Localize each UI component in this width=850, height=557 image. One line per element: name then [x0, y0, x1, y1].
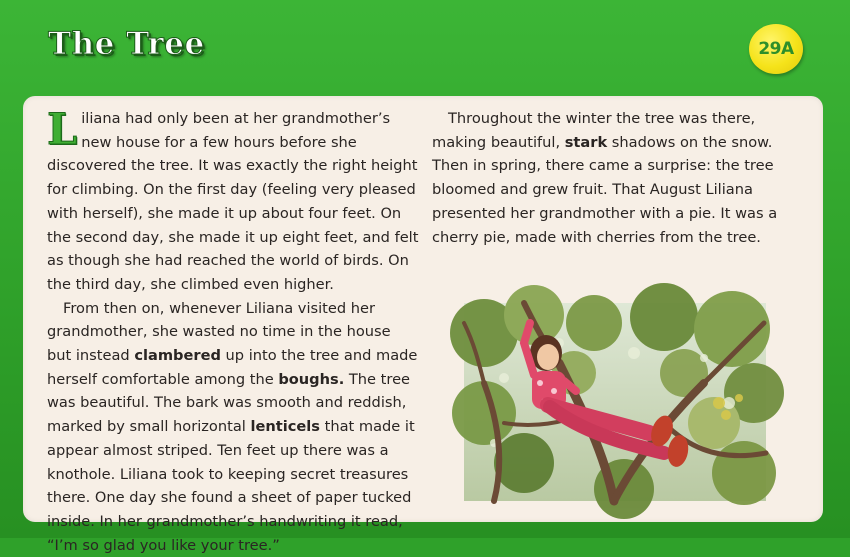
paragraph-2-text-c: The tree was beautiful. The bark was smooth and reddish, marked by small horizontal: [47, 370, 411, 436]
story-paragraph-3: [432, 107, 800, 249]
page-title: The Tree: [48, 26, 205, 62]
girl-in-tree-image: [464, 303, 766, 501]
paragraph-2-text-b: up into the tree and made herself comfortable among the: [47, 347, 418, 388]
tree-photo: [464, 303, 766, 501]
story-paragraph-1: [47, 107, 419, 297]
paragraph-3-text-b: shadows on the snow. Then in spring, there came a surprise: the tree bloomed and grew fruit. That August Liliana presented her grandmother with a pie. It was a cherry pie, made with cherries from the tree.: [432, 133, 778, 246]
story-column-left: [47, 107, 419, 557]
lesson-badge-label: 29A: [758, 39, 794, 59]
paragraph-2-text-d: that made it appear almost striped. Ten feet up there was a knothole. Liliana took to keeping secret treasures there. One day she found a sheet of paper tucked inside. In her grandmother’s handwriting it read, “I’m so glad you like your tree.”: [47, 418, 415, 554]
paragraph-3-text-a: Throughout the winter the tree was there, making beautiful,: [432, 110, 756, 151]
vocab-word-clambered: clambered: [134, 347, 221, 365]
vocab-word-stark: stark: [564, 133, 608, 151]
vocab-word-boughs: boughs.: [278, 370, 345, 388]
vocab-word-lenticels: lenticels: [250, 418, 320, 436]
story-paragraph-2: [47, 297, 419, 557]
paragraph-2-text-a: From then on, whenever Liliana visited her grandmother, she wasted no time in the house but instead: [47, 299, 391, 365]
drop-cap: L: [47, 105, 78, 155]
story-column-right: [432, 107, 800, 249]
paragraph-1-text: iliana had only been at her grandmother’s new house for a few hours before she discovered the tree. It was exactly the right height for climbing. On the first day (feeling very pleased with herself), she made it up about four feet. On the second day, she made it up eight feet, and felt as though she had reached the world of birds. On the third day, she climbed even higher.: [47, 110, 419, 293]
story-panel: [23, 96, 823, 554]
lesson-badge: [749, 24, 803, 74]
